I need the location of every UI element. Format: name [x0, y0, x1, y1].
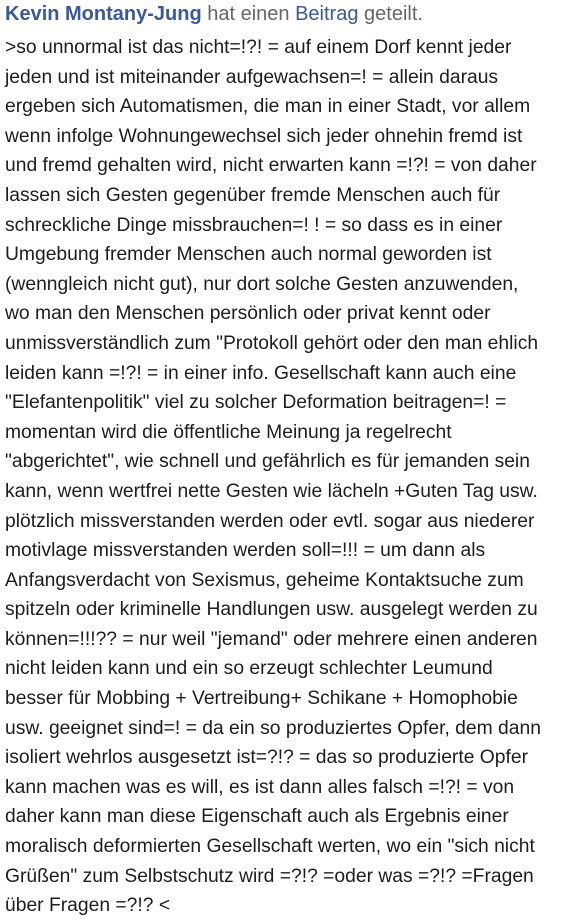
post-line: kann, wenn wertfrei nette Gesten wie lächeln +Guten Tag usw. — [5, 480, 538, 502]
post-body — [5, 33, 575, 921]
post-line: daher kann man diese Eigenschaft auch als Ergebnis einer — [5, 806, 509, 828]
post-line: motivlage missverstanden werden soll=!!! = um dann als — [5, 540, 486, 562]
post-line: wenn infolge Wohnungewechsel sich jeder ohnehin fremd ist — [5, 125, 523, 147]
post-line: isoliert wehrlos ausgesetzt ist=?!? = das so produzierte Opfer — [5, 747, 529, 769]
post-line: schreckliche Dinge missbrauchen=! ! = so dass es in einer — [5, 214, 503, 236]
post-line: Anfangsverdacht von Sexismus, geheime Kontaktsuche zum — [5, 569, 524, 591]
post-line: "abgerichtet", wie schnell und gefährlich es für jemanden sein — [5, 451, 530, 473]
post-line: unmissverständlich zum "Protokoll gehört oder den man ehlich — [5, 332, 539, 354]
share-text-before: hat einen — [207, 3, 290, 25]
post-line: momentan wird die öffentliche Meinung ja regelrecht — [5, 421, 452, 443]
post-line: nicht leiden kann und ein so erzeugt schlechter Leumund — [5, 658, 493, 680]
post-line: Grüßen" zum Selbstschutz wird =?!? =oder was =?!? =Fragen — [5, 865, 534, 887]
post-line: über Fragen =?!? < — [5, 895, 171, 917]
post-line: (wenngleich nicht gut), nur dort solche Gesten anzuwenden, — [5, 273, 519, 295]
post-link[interactable]: Beitrag — [295, 3, 359, 25]
author-name-link[interactable]: Kevin Montany-Jung — [5, 3, 202, 25]
share-text-after: geteilt. — [364, 3, 423, 25]
post-line: Umgebung fremder Menschen auch normal geworden ist — [5, 244, 492, 266]
share-header — [5, 0, 584, 30]
post-line: moralisch deformierten Gesellschaft werten, wo ein "sich nicht — [5, 836, 535, 858]
post-line: jeden und ist miteinander aufgewachsen=! = allein daraus — [5, 66, 499, 88]
post-line: ergeben sich Automatismen, die man in einer Stadt, vor allem — [5, 96, 531, 118]
post-line: und fremd gehalten wird, nicht erwarten kann =!?! = von daher — [5, 155, 537, 177]
post-line: können=!!!?? = nur weil "jemand" oder mehrere einen anderen — [5, 628, 538, 650]
post-line: plötzlich missverstanden werden oder evtl. sogar aus niederer — [5, 510, 535, 532]
post-line: usw. geeignet sind=! = da ein so produziertes Opfer, dem dann — [5, 717, 541, 739]
post-line: "Elefantenpolitik" viel zu solcher Deformation beitragen=! = — [5, 392, 507, 414]
post-line: leiden kann =!?! = in einer info. Gesellschaft kann auch eine — [5, 362, 517, 384]
post-line: wo man den Menschen persönlich oder privat kennt oder — [5, 303, 491, 325]
post-line: besser für Mobbing + Vertreibung+ Schikane + Homophobie — [5, 688, 518, 710]
post-line: spitzeln oder kriminelle Handlungen usw. ausgelegt werden zu — [5, 599, 538, 621]
post-line: kann machen was es will, es ist dann alles falsch =!?! = von — [5, 776, 515, 798]
post-line: lassen sich Gesten gegenüber fremde Menschen auch für — [5, 184, 501, 206]
post-line: >so unnormal ist das nicht=!?! = auf einem Dorf kennt jeder — [5, 37, 512, 58]
